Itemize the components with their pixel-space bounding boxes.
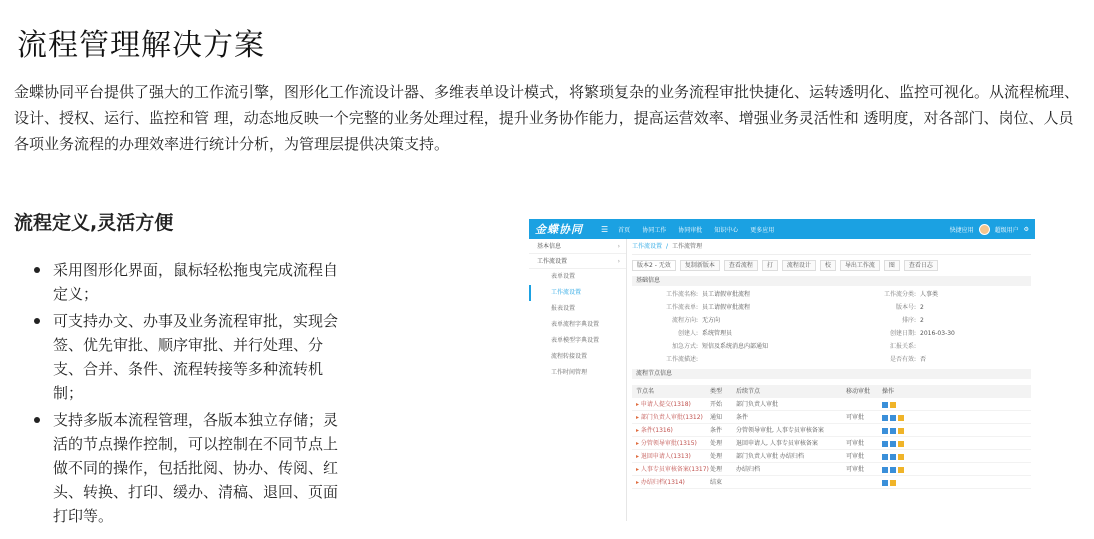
verify-button[interactable]: 校 — [820, 260, 836, 271]
breadcrumb-item[interactable]: 工作流设置 — [632, 243, 663, 250]
edit-icon[interactable] — [882, 402, 888, 408]
nav-item-approval[interactable]: 协同审批 — [678, 226, 703, 234]
app-topbar — [529, 219, 1035, 239]
user-name[interactable]: 超级用户 — [994, 226, 1019, 234]
app-user-area — [950, 224, 1029, 235]
nav-item-knowledge[interactable]: 知识中心 — [714, 226, 739, 234]
menu-icon[interactable]: ☰ — [601, 224, 609, 234]
sidebar-item-transfer[interactable]: 流程转接设置 — [551, 353, 588, 360]
page-title: 流程管理解决方案 — [17, 28, 265, 63]
feature-list — [30, 258, 350, 531]
print-button[interactable]: 打 — [762, 260, 778, 271]
table-row: ▸ 人事专员审核备案(1317) 处理 办结归档 可审批 — [632, 463, 1031, 476]
sidebar-item-report[interactable]: 报表设置 — [551, 305, 576, 312]
edit-icon[interactable] — [882, 441, 888, 447]
breadcrumb-current: 工作流管理 — [672, 243, 703, 250]
table-row: ▸ 条件(1316) 条件 分管领导审批, 人事专员审核备案 — [632, 424, 1031, 437]
copy-icon[interactable] — [890, 441, 896, 447]
basic-info-form: 工作流名称: 员工请假审批流程 工作流分类: 人事类 工作流表单: 员工请假审批流程 版本号: 2 流程方向: 无方向 排序: 2 创建人: 系统管理员 创建日期: 2016-03-30 加急方式: 短信及系统消息内部通知 汇报关系: 工作流描述: 是否有效: 否 — [665, 291, 955, 363]
view-log-button[interactable]: 查看日志 — [904, 260, 938, 271]
sidebar-item-form[interactable]: 表单设置 — [551, 273, 576, 280]
chevron-right-icon: › — [617, 243, 620, 250]
edit-icon[interactable] — [882, 454, 888, 460]
sidebar-item-dict[interactable]: 表单流程字典设置 — [551, 321, 600, 328]
comment-icon[interactable] — [898, 428, 904, 434]
nav-item-collab[interactable]: 协同工作 — [642, 226, 667, 234]
edit-icon[interactable] — [882, 467, 888, 473]
settings-icon[interactable]: ⚙ — [1023, 225, 1029, 233]
diagram-button[interactable]: 图 — [884, 260, 900, 271]
breadcrumb: 工作流设置 / 工作流管理 — [632, 239, 1031, 255]
table-row: ▸ 退回申请人(1313) 处理 部门负责人审批 办结归档 可审批 — [632, 450, 1031, 463]
comment-icon[interactable] — [890, 480, 896, 486]
sidebar-item-workflow[interactable]: 工作流设置 — [529, 285, 626, 301]
feature-item: 采用图形化界面，鼠标轻松拖曳完成流程自定义； — [30, 258, 350, 306]
chevron-right-icon: › — [617, 258, 620, 265]
nav-item-home[interactable]: 首页 — [618, 226, 631, 234]
edit-icon[interactable] — [882, 428, 888, 434]
sidebar-item-model[interactable]: 表单模型字典设置 — [551, 337, 600, 344]
table-row: ▸ 部门负责人审批(1312) 通知 条件 可审批 — [632, 411, 1031, 424]
sidebar-item-worktime[interactable]: 工作时间管理 — [551, 369, 588, 376]
copy-icon[interactable] — [890, 467, 896, 473]
sidebar-group-workflow[interactable]: 工作流设置 › — [529, 254, 626, 269]
sidebar-group-basic[interactable]: 基本信息 › — [529, 239, 626, 254]
quick-apps-link[interactable]: 快捷应用 — [949, 226, 974, 234]
intro-paragraph: 金蝶协同平台提供了强大的工作流引擎，图形化工作流设计器、多维表单设计模式，将繁琐复杂的业务流程审批快捷化、运转透明化、监控可视化。从流程梳理、设计、授权、运行、监控和管 理，动态地反映一个完整的业务处理过程，提升业务协作能力，提高运营效率、增强业务灵活性和 透明度，对各部门、岗位、人员各项业务流程的办理效率进行统计分析，为管理层提供决策支持。 — [14, 83, 1080, 153]
avatar[interactable] — [979, 224, 990, 235]
copy-icon[interactable] — [890, 454, 896, 460]
table-header: 节点名 类型 后续节点 移动审批 操作 — [632, 385, 1031, 398]
app-nav — [618, 225, 774, 234]
table-row: ▸ 申请人提交(1318) 开始 部门负责人审批 — [632, 398, 1031, 411]
design-flow-button[interactable]: 流程设计 — [782, 260, 816, 271]
toolbar — [632, 259, 1031, 271]
comment-icon[interactable] — [898, 454, 904, 460]
app-screenshot — [529, 219, 1035, 521]
copy-version-button[interactable]: 复制新版本 — [680, 260, 720, 271]
nodes-table — [632, 385, 1031, 489]
app-sidebar — [529, 239, 627, 521]
copy-icon[interactable] — [890, 428, 896, 434]
comment-icon[interactable] — [898, 467, 904, 473]
table-row: ▸ 办结归档(1314) 结束 — [632, 476, 1031, 489]
edit-icon[interactable] — [882, 480, 888, 486]
table-row: ▸ 分管领导审批(1315) 处理 退回申请人, 人事专员审核备案 可审批 — [632, 437, 1031, 450]
comment-icon[interactable] — [898, 441, 904, 447]
comment-icon[interactable] — [898, 415, 904, 421]
app-logo: 金蝶协同 — [535, 223, 583, 236]
nav-item-more[interactable]: 更多应用 — [750, 226, 775, 234]
basic-info-header: 基础信息 — [632, 276, 1031, 286]
view-flow-button[interactable]: 查看流程 — [724, 260, 758, 271]
section-title: 流程定义,灵活方便 — [14, 212, 174, 234]
copy-icon[interactable] — [890, 415, 896, 421]
feature-item: 支持多版本流程管理，各版本独立存储；灵活的节点操作控制，可以控制在不同节点上做不同的操作，包括批阅、协办、传阅、红头、转换、打印、缓办、清稿、退回、页面打印等。 — [30, 408, 350, 528]
nodes-header: 流程节点信息 — [632, 369, 1031, 379]
export-button[interactable]: 导出工作流 — [840, 260, 880, 271]
feature-item: 可支持办文、办事及业务流程审批，实现会签、优先审批、顺序审批、并行处理、分支、合并、条件、流程转接等多种流转机制； — [30, 309, 350, 405]
edit-icon[interactable] — [882, 415, 888, 421]
comment-icon[interactable] — [890, 402, 896, 408]
app-main — [628, 239, 1035, 521]
version-select[interactable]: 版本2 - 无效 — [632, 260, 676, 271]
